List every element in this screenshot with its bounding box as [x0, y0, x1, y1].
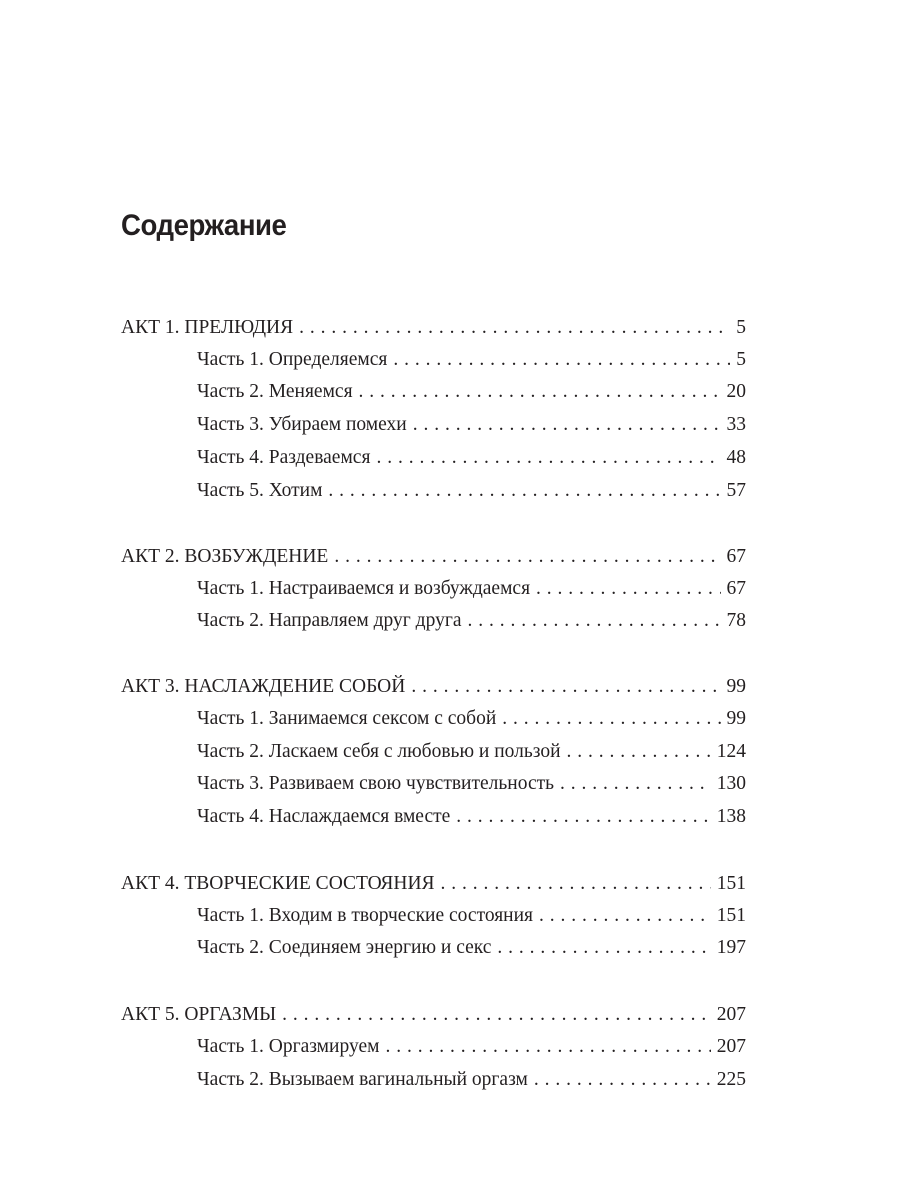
toc-page-number: 67 [726, 546, 746, 567]
dot-leader [411, 675, 720, 699]
toc-part-entry[interactable] [197, 446, 746, 470]
toc-part-entry[interactable] [197, 577, 746, 601]
toc-entry-label: Часть 1. Настраиваемся и возбуждаемся [197, 578, 531, 599]
toc-entry-label: Часть 3. Развиваем свою чувствительность [197, 773, 555, 794]
toc-entry-label: Часть 2. Соединяем энергию и секс [197, 937, 492, 958]
toc-page-number: 130 [716, 773, 746, 794]
toc-page-number: 207 [716, 1004, 746, 1025]
toc-entry-label: Часть 4. Раздеваемся [197, 447, 371, 468]
toc-page-number: 20 [726, 381, 746, 402]
dot-leader [456, 805, 710, 829]
toc-part-entry[interactable] [197, 805, 746, 829]
toc-page-number: 225 [716, 1069, 746, 1090]
toc-part-entry[interactable] [197, 609, 746, 633]
toc-act-entry[interactable] [121, 872, 746, 896]
toc-part-entry[interactable] [197, 1035, 746, 1059]
toc-page-number: 124 [716, 741, 746, 762]
toc-part-entry[interactable] [197, 904, 746, 928]
dot-leader [359, 380, 721, 404]
toc-entry-label: Часть 2. Меняемся [197, 381, 353, 402]
toc-act-entry[interactable] [121, 675, 746, 699]
toc-entry-label: Часть 1. Определяемся [197, 349, 388, 370]
toc-part-entry[interactable] [197, 1068, 746, 1092]
toc-part-entry[interactable] [197, 380, 746, 404]
toc-page-number: 48 [726, 447, 746, 468]
toc-entry-label: Часть 2. Ласкаем себя с любовью и пользой [197, 741, 561, 762]
toc-entry-label: Часть 2. Направляем друг друга [197, 610, 462, 631]
toc-page-number: 99 [726, 708, 746, 729]
toc-part-entry[interactable] [197, 707, 746, 731]
dot-leader [502, 707, 720, 731]
toc-page-number: 151 [716, 873, 746, 894]
toc-page-number: 78 [726, 610, 746, 631]
page-title: Содержание [121, 209, 287, 242]
dot-leader [282, 1003, 711, 1027]
toc-part-entry[interactable] [197, 936, 746, 960]
toc-page-number: 138 [716, 806, 746, 827]
toc-entry-label: Часть 3. Убираем помехи [197, 414, 407, 435]
toc-part-entry[interactable] [197, 348, 746, 372]
toc-page-number: 33 [726, 414, 746, 435]
toc-page-number: 5 [736, 349, 746, 370]
toc-entry-label: Часть 4. Наслаждаемся вместе [197, 806, 451, 827]
toc-entry-label: Часть 5. Хотим [197, 480, 323, 501]
toc-page-number: 197 [716, 937, 746, 958]
toc-entry-label: Часть 1. Занимаемся сексом с собой [197, 708, 497, 729]
dot-leader [567, 740, 711, 764]
toc-page-number: 99 [726, 676, 746, 697]
toc-act-entry[interactable] [121, 1003, 746, 1027]
dot-leader [328, 479, 720, 503]
toc-part-entry[interactable] [197, 740, 746, 764]
dot-leader [497, 936, 710, 960]
toc-part-entry[interactable] [197, 772, 746, 796]
toc-entry-label: АКТ 4. ТВОРЧЕСКИЕ СОСТОЯНИЯ [121, 873, 435, 894]
toc-part-entry[interactable] [197, 479, 746, 503]
dot-leader [299, 316, 730, 340]
dot-leader [385, 1035, 710, 1059]
dot-leader [413, 413, 721, 437]
dot-leader [534, 1068, 711, 1092]
toc-entry-label: АКТ 2. ВОЗБУЖДЕНИЕ [121, 546, 329, 567]
toc-entry-label: АКТ 1. ПРЕЛЮДИЯ [121, 317, 294, 338]
toc-page-number: 57 [726, 480, 746, 501]
dot-leader [560, 772, 711, 796]
dot-leader [334, 545, 720, 569]
dot-leader [393, 348, 730, 372]
dot-leader [467, 609, 720, 633]
toc-act-entry[interactable] [121, 545, 746, 569]
toc-entry-label: Часть 1. Входим в творческие состояния [197, 905, 534, 926]
toc-page-number: 67 [726, 578, 746, 599]
toc-part-entry[interactable] [197, 413, 746, 437]
toc-page-number: 151 [716, 905, 746, 926]
toc-entry-label: Часть 1. Оргазмируем [197, 1036, 380, 1057]
toc-entry-label: АКТ 3. НАСЛАЖДЕНИЕ СОБОЙ [121, 676, 406, 697]
toc-page-number: 5 [736, 317, 746, 338]
dot-leader [441, 872, 711, 896]
dot-leader [376, 446, 720, 470]
dot-leader [539, 904, 711, 928]
toc-page-number: 207 [716, 1036, 746, 1057]
toc-entry-label: Часть 2. Вызываем вагинальный оргазм [197, 1069, 528, 1090]
toc-act-entry[interactable] [121, 316, 746, 340]
toc-entry-label: АКТ 5. ОРГАЗМЫ [121, 1004, 277, 1025]
dot-leader [536, 577, 720, 601]
